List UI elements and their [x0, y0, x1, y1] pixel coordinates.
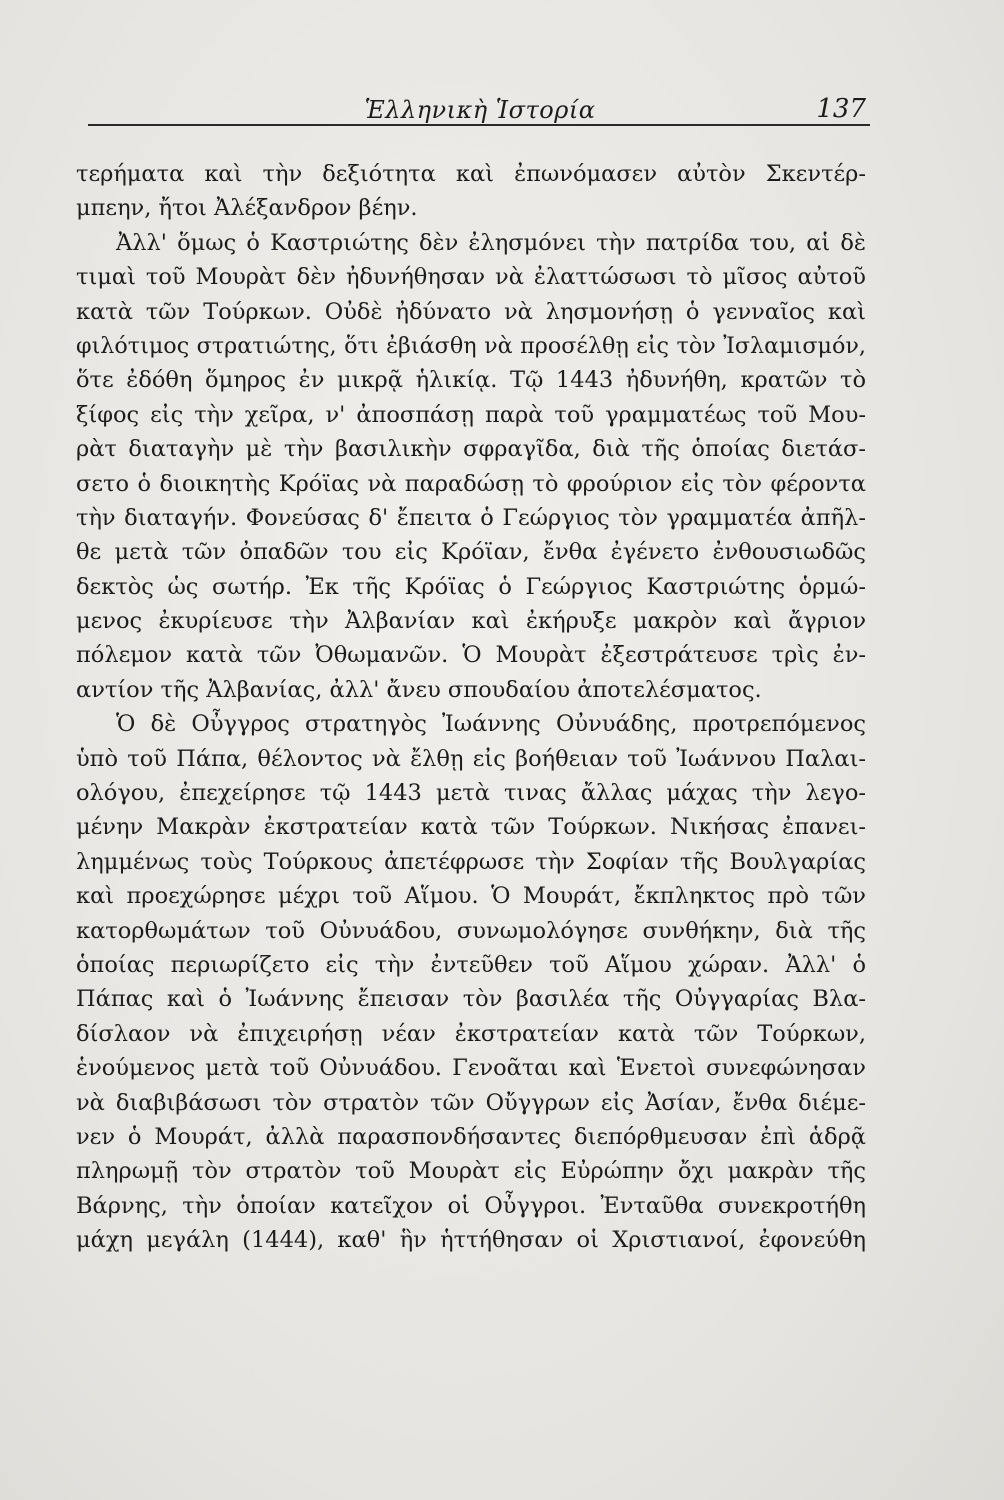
text-line: ὅτε ἐδόθη ὅμηρος ἐν μικρᾷ ἡλικίᾳ. Τῷ 1443 ἠδυνήθη, κρατῶν τὸ: [76, 367, 866, 394]
text-line: πόλεμον κατὰ τῶν Ὀθωμανῶν. Ὁ Μουρὰτ ἐξεστράτευσε τρὶς ἐν-: [76, 642, 866, 669]
text-line: τὴν διαταγήν. Φονεύσας δ' ἔπειτα ὁ Γεώργιος τὸν γραμματέα ἀπῆλ-: [76, 504, 866, 531]
text-line: κατορθωμάτων τοῦ Οὐνυάδου, συνωμολόγησε συνθήκην, διὰ τῆς: [76, 917, 866, 944]
text-line: Βάρνης, τὴν ὁποίαν κατεῖχον οἱ Οὖγγροι. Ἐνταῦθα συνεκροτήθη: [76, 1192, 866, 1219]
text-line: δίσλαον νὰ ἐπιχειρήσῃ νέαν ἐκστρατείαν κατὰ τῶν Τούρκων,: [76, 1020, 866, 1047]
text-line: μένην Μακρὰν ἐκστρατείαν κατὰ τῶν Τούρκων. Νικήσας ἐπανει-: [76, 814, 866, 841]
text-line: ὑπὸ τοῦ Πάπα, θέλοντος νὰ ἔλθῃ εἰς βοήθειαν τοῦ Ἰωάννου Παλαι-: [76, 745, 866, 772]
text-line: νεν ὁ Μουράτ, ἀλλὰ παρασπονδήσαντες διεπόρθμευσαν ἐπὶ ἁδρᾷ: [76, 1123, 866, 1150]
text-line: Ἀλλ' ὅμως ὁ Καστριώτης δὲν ἐλησμόνει τὴν πατρίδα του, αἱ δὲ: [116, 229, 866, 256]
text-line: ἑνούμενος μετὰ τοῦ Οὐνυάδου. Γενοᾶται καὶ Ἑνετοὶ συνεφώνησαν: [76, 1055, 866, 1082]
text-line: δεκτὸς ὡς σωτήρ. Ἐκ τῆς Κρόϊας ὁ Γεώργιος Καστριώτης ὁρμώ-: [76, 573, 866, 600]
text-line: μπεην, ἤτοι Ἀλέξανδρον βέην.: [76, 195, 418, 222]
text-line: Πάπας καὶ ὁ Ἰωάννης ἔπεισαν τὸν βασιλέα τῆς Οὐγγαρίας Βλα-: [76, 986, 866, 1013]
running-title: Ἑλληνικὴ Ἱστορία: [364, 96, 596, 124]
text-line: φιλότιμος στρατιώτης, ὅτι ἐβιάσθη νὰ προσέλθῃ εἰς τὸν Ἰσλαμισμόν,: [76, 332, 866, 359]
text-line: ολόγου, ἐπεχείρησε τῷ 1443 μετὰ τινας ἄλλας μάχας τὴν λεγο-: [76, 780, 866, 807]
text-line: Ὁ δὲ Οὖγγρος στρατηγὸς Ἰωάννης Οὐνυάδης, προτρεπόμενος: [116, 711, 866, 738]
text-line: τιμαὶ τοῦ Μουρὰτ δὲν ἠδυνήθησαν νὰ ἐλαττώσωσι τὸ μῖσος αὐτοῦ: [76, 264, 866, 291]
text-line: μάχη μεγάλη (1444), καθ' ἣν ἡττήθησαν οἱ Χριστιανοί, ἐφονεύθη: [76, 1227, 866, 1254]
text-line: σετο ὁ διοικητὴς Κρόϊας νὰ παραδώσῃ τὸ φρούριον εἰς τὸν φέροντα: [76, 470, 866, 497]
text-line: καὶ προεχώρησε μέχρι τοῦ Αἵμου. Ὁ Μουράτ, ἔκπληκτος πρὸ τῶν: [76, 883, 866, 910]
text-line: λημμένως τοὺς Τούρκους ἀπετέφρωσε τὴν Σοφίαν τῆς Βουλγαρίας: [76, 848, 866, 875]
text-line: κατὰ τῶν Τούρκων. Οὐδὲ ἠδύνατο νὰ λησμονήσῃ ὁ γενναῖος καὶ: [76, 298, 866, 325]
text-line: πληρωμῇ τὸν στρατὸν τοῦ Μουρὰτ εἰς Εὐρώπην ὄχι μακρὰν τῆς: [76, 1158, 866, 1185]
running-head: [88, 92, 872, 136]
text-line: ὁποίας περιωρίζετο εἰς τὴν ἐντεῦθεν τοῦ Αἵμου χώραν. Ἀλλ' ὁ: [76, 951, 866, 978]
page-number: 137: [816, 94, 866, 124]
text-line: ξίφος εἰς τὴν χεῖρα, ν' ἀποσπάσῃ παρὰ τοῦ γραμματέως τοῦ Μου-: [76, 401, 866, 428]
body-text: [76, 157, 866, 1258]
header-rule: [88, 124, 870, 126]
text-line: τερήματα καὶ τὴν δεξιότητα καὶ ἐπωνόμασεν αὐτὸν Σκεντέρ-: [76, 161, 866, 187]
text-line: θε μετὰ τῶν ὀπαδῶν του εἰς Κρόϊαν, ἔνθα ἐγένετο ἐνθουσιωδῶς: [76, 539, 866, 566]
text-line: νὰ διαβιβάσωσι τὸν στρατὸν τῶν Οὔγγρων εἰς Ἀσίαν, ἔνθα διέμε-: [76, 1089, 866, 1116]
text-line: μενος ἐκυρίευσε τὴν Ἀλβανίαν καὶ ἐκήρυξε μακρὸν καὶ ἄγριον: [76, 608, 866, 635]
text-line: ρὰτ διαταγὴν μὲ τὴν βασιλικὴν σφραγῖδα, διὰ τῆς ὁποίας διετάσ-: [76, 436, 866, 463]
text-line: αντίον τῆς Ἀλβανίας, ἀλλ' ἄνευ σπουδαίου ἀποτελέσματος.: [76, 676, 762, 703]
